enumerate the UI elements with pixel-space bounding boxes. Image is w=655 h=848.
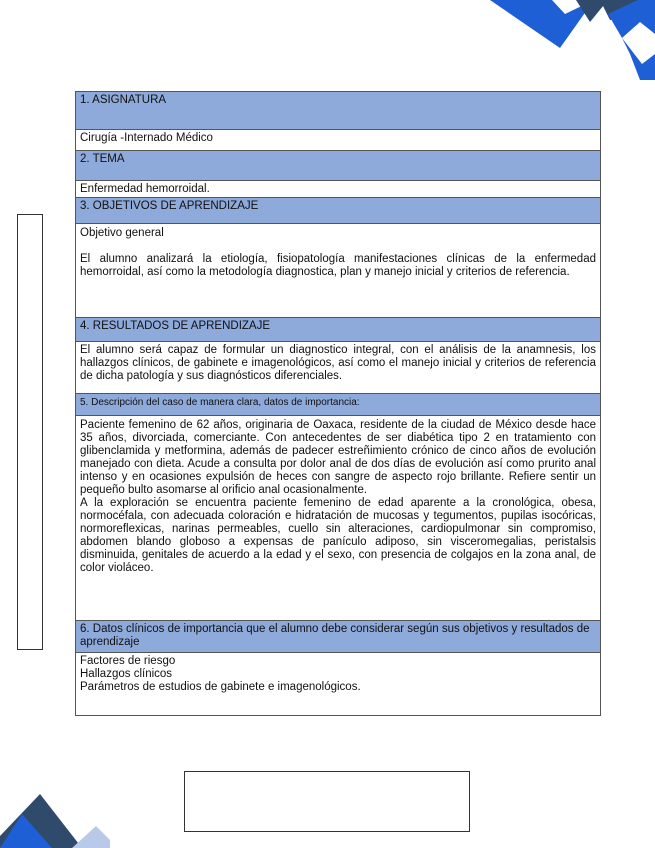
section-5-content (76, 416, 600, 621)
section-6-item: Parámetros de estudios de gabinete e imagenológicos. (80, 681, 361, 693)
deco-blue-chevron (490, 0, 594, 48)
top-right-decoration (490, 0, 655, 80)
section-6-item: Factores de riesgo (80, 655, 176, 667)
section-3-subtitle: Objetivo general (80, 227, 164, 239)
section-3-header: 3. OBJETIVOS DE APRENDIZAJE (76, 198, 600, 224)
bottom-signature-box (184, 771, 470, 832)
section-3-text: El alumno analizará la etiología, fisiopatología manifestaciones clínicas de la enfermedad hemorroidal, así como la metodología diagnostica, plan y manejo inicial y criterios de referencia. (80, 253, 596, 278)
section-4-header: 4. RESULTADOS DE APRENDIZAJE (76, 318, 600, 342)
section-6-header: 6. Datos clínicos de importancia que el alumno debe considerar según sus objetivos y resultados de aprendizaje (76, 621, 600, 653)
side-vertical-box (17, 214, 43, 650)
deco-light-triangle (72, 826, 110, 848)
section-5-paragraph-2: A la exploración se encuentra paciente femenino de edad aparente a la cronológica, obesa, normocéfala, con adecuada coloración e hidratación de mucosas y tegumentos, pupilas isocóricas, normoreflexicas, narinas permeables, cuello sin alteraciones, cardiopulmonar sin compromiso, abdomen blando globoso a expensas de panículo adiposo, sin visceromegalias, peristalsis disminuida, genitales de acuerdo a la edad y el sexo, con presencia de colgajos en la zona anal, de color violáceo. (80, 497, 596, 574)
section-3-content (76, 224, 600, 318)
section-4-content: El alumno será capaz de formular un diagnostico integral, con el análisis de la anamnesis, los hallazgos clínicos, de gabinete e imagenológicos, así como el manejo inicial y criterios de referencia de dicha patología y sus diagnósticos diferenciales. (76, 342, 600, 394)
section-1-header: 1. ASIGNATURA (76, 92, 600, 130)
content-table (75, 91, 601, 716)
section-6-item: Hallazgos clínicos (80, 668, 173, 680)
section-5-paragraph-1: Paciente femenino de 62 años, originaria de Oaxaca, residente de la ciudad de México desde hace 35 años, divorciada, comerciante. Con antecedentes de ser diabética tipo 2 en tratamiento con glibenclamida y metformina, además de padecer estreñimiento crónico de cinco años de evolución manejado con dieta. Acude a consulta por dolor anal de dos días de evolución así como prurito anal intenso y en ocasiones expulsión de heces con sangre de aspecto rojo brillante. Refiere sentir un pequeño bulto asomarse al orificio anal ocasionalmente. (80, 419, 596, 496)
section-2-content: Enfermedad hemorroidal. (76, 181, 600, 198)
section-5-header: 5. Descripción del caso de manera clara, datos de importancia: (76, 394, 600, 416)
section-6-content (76, 653, 600, 715)
section-2-header: 2. TEMA (76, 151, 600, 181)
bottom-left-decoration (0, 780, 110, 848)
section-1-content: Cirugía -Internado Médico (76, 130, 600, 151)
